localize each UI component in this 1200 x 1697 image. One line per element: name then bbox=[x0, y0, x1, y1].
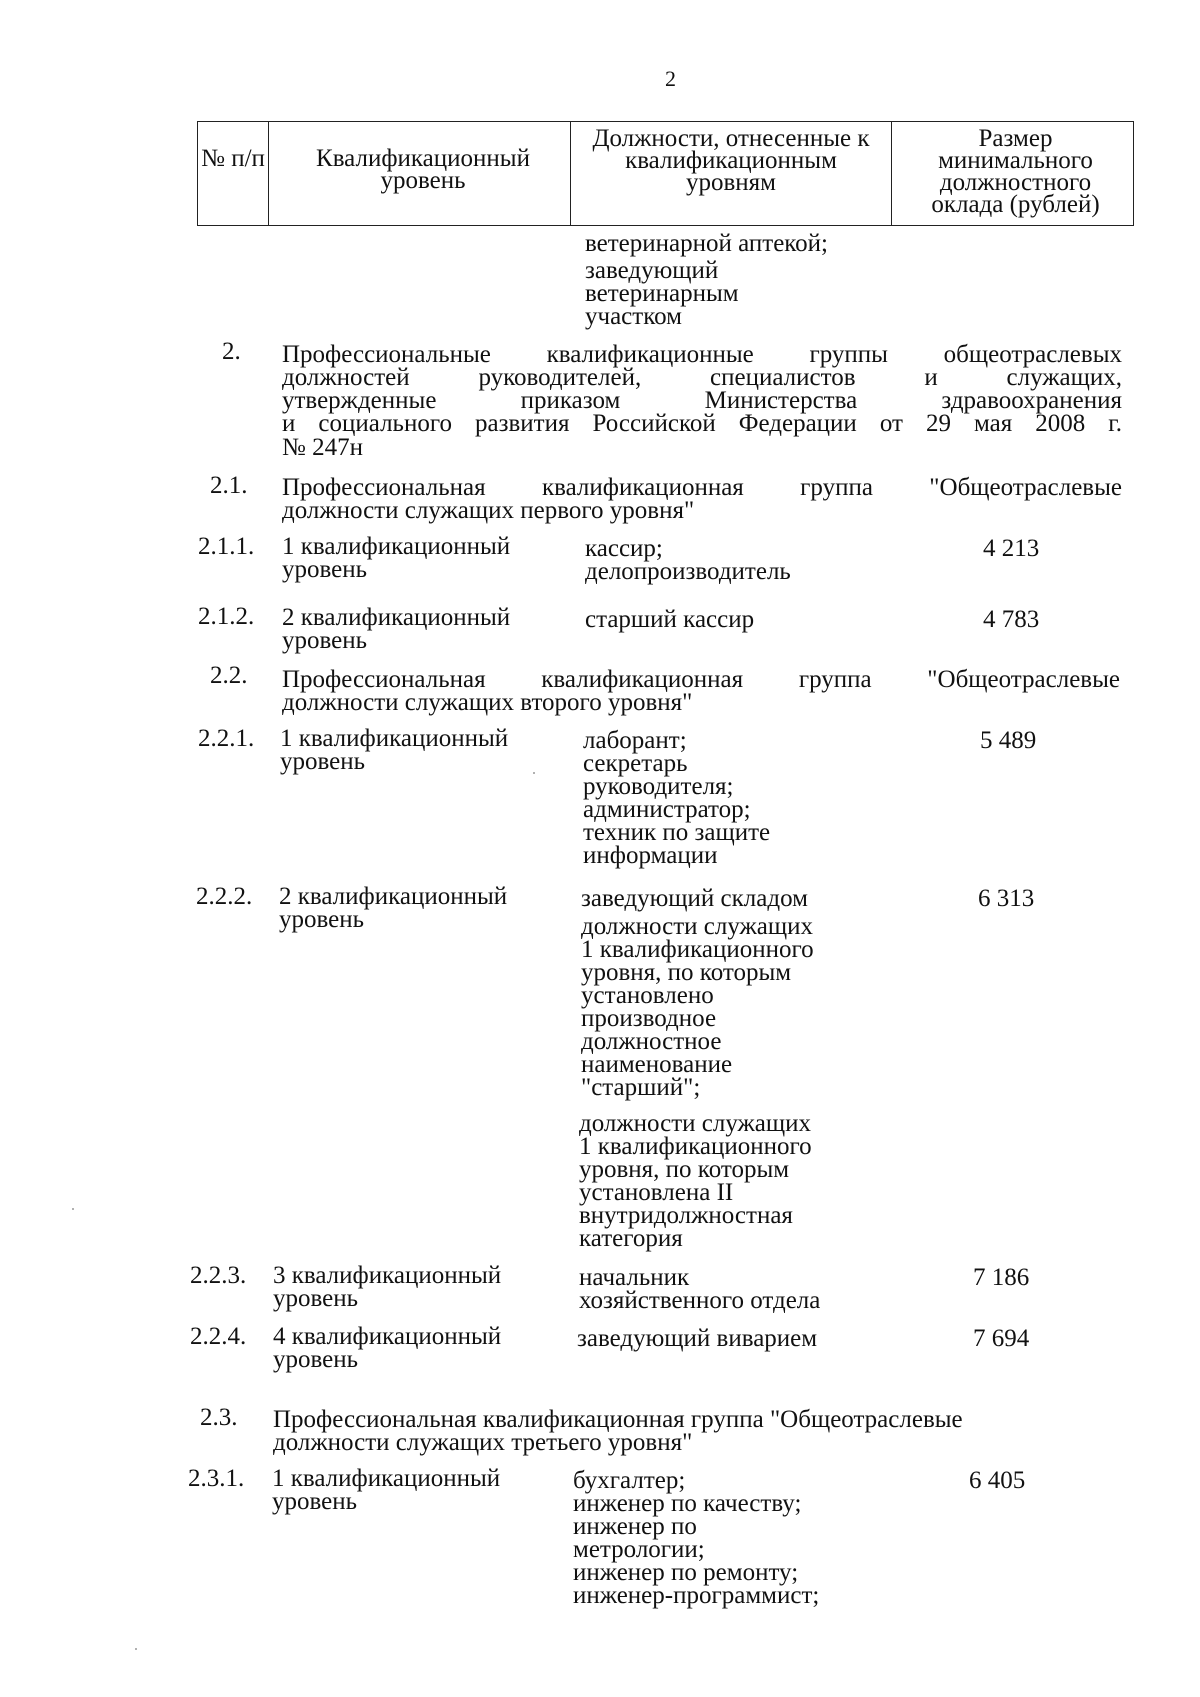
row-2-3-1-pos-3: инженер по bbox=[573, 1513, 697, 1540]
carryover-line-1: ветеринарной аптекой; bbox=[585, 230, 829, 257]
page-number: 2 bbox=[665, 66, 676, 91]
row-2-1-1-pos-1: кассир; bbox=[585, 535, 663, 562]
row-2-1-2-pos-1: старший кассир bbox=[585, 606, 755, 633]
row-2-3-1-num: 2.3.1. bbox=[188, 1465, 245, 1492]
row-2-2-1-salary: 5 489 bbox=[980, 727, 1037, 754]
row-2-1-2-level-1: 2 квалификационный bbox=[282, 604, 511, 631]
carryover-line-2: заведующий ветеринарным участком bbox=[585, 257, 739, 330]
header-num: № п/п bbox=[201, 145, 265, 172]
row-2-2-2-pos-b6: должностное bbox=[581, 1028, 722, 1055]
section-2-line-2: должностей руководителей, специалистов и служащих, bbox=[282, 364, 1122, 391]
row-2-1-1-level-1: 1 квалификационный bbox=[282, 533, 511, 560]
section-2-line-3: утвержденные приказом Министерства здравоохранения bbox=[282, 387, 1122, 414]
section-2-num: 2. bbox=[222, 338, 241, 365]
row-2-2-4-pos-1: заведующий виварием bbox=[577, 1325, 818, 1352]
row-2-3-1-level-2: уровень bbox=[272, 1488, 358, 1515]
row-2-2-1-num: 2.2.1. bbox=[198, 725, 255, 752]
scan-speck bbox=[135, 1648, 137, 1650]
row-2-3-1-pos-5: инженер по ремонту; bbox=[573, 1559, 799, 1586]
row-2-2-2-num: 2.2.2. bbox=[196, 883, 253, 910]
row-2-2-2-level-2: уровень bbox=[279, 906, 365, 933]
row-2-3-1-pos-4: метрологии; bbox=[573, 1536, 705, 1563]
row-2-2-2-pos-c2: 1 квалификационного bbox=[579, 1133, 812, 1160]
row-2-1-2-salary: 4 783 bbox=[983, 606, 1040, 633]
row-2-3-1-pos-1: бухгалтер; bbox=[573, 1467, 686, 1494]
group-2-2-num: 2.2. bbox=[210, 662, 248, 689]
scan-speck bbox=[72, 1208, 74, 1210]
scan-speck bbox=[533, 772, 535, 774]
row-2-2-4-salary: 7 694 bbox=[973, 1325, 1030, 1352]
row-2-2-1-level-2: уровень bbox=[280, 748, 366, 775]
group-2-3-num: 2.3. bbox=[200, 1404, 238, 1431]
group-2-1-line-2: должности служащих первого уровня" bbox=[282, 497, 695, 524]
section-2-line-5: № 247н bbox=[282, 434, 363, 461]
row-2-2-3-pos-2: хозяйственного отдела bbox=[579, 1287, 821, 1314]
group-2-1-line-1: Профессиональная квалификационная группа "Общеотраслевые bbox=[282, 474, 1122, 501]
row-2-2-2-pos-c1: должности служащих bbox=[579, 1110, 812, 1137]
table-header bbox=[197, 121, 1134, 226]
group-2-3-line-2: должности служащих третьего уровня" bbox=[273, 1429, 693, 1456]
row-2-2-3-salary: 7 186 bbox=[973, 1264, 1030, 1291]
row-2-2-2-pos-b5: производное bbox=[581, 1005, 717, 1032]
row-2-2-2-pos-b3: уровня, по которым bbox=[581, 959, 792, 986]
row-2-2-2-pos-b8: "старший"; bbox=[581, 1074, 701, 1101]
row-2-2-2-level-1: 2 квалификационный bbox=[279, 883, 508, 910]
row-2-2-2-pos-b4: установлено bbox=[581, 982, 714, 1009]
row-2-2-4-level-1: 4 квалификационный bbox=[273, 1323, 502, 1350]
row-2-2-3-pos-1: начальник bbox=[579, 1264, 690, 1291]
row-2-2-1-pos-5: техник по защите bbox=[583, 819, 771, 846]
section-2-line-1: Профессиональные квалификационные группы общеотраслевых bbox=[282, 341, 1122, 368]
row-2-2-2-pos-b2: 1 квалификационного bbox=[581, 936, 814, 963]
row-2-2-1-pos-2: секретарь bbox=[583, 750, 688, 777]
row-2-3-1-salary: 6 405 bbox=[969, 1467, 1026, 1494]
row-2-3-1-level-1: 1 квалификационный bbox=[272, 1465, 501, 1492]
row-2-1-1-salary: 4 213 bbox=[983, 535, 1040, 562]
section-2-line-4: и социального развития Российской Федерации от 29 мая 2008 г. bbox=[282, 410, 1122, 437]
group-2-2-line-2: должности служащих второго уровня" bbox=[282, 689, 693, 716]
header-salary: Размер минимального должностного оклада (рублей) bbox=[931, 125, 1100, 218]
row-2-2-3-level-1: 3 квалификационный bbox=[273, 1262, 502, 1289]
group-2-3-line-1: Профессиональная квалификационная группа "Общеотраслевые bbox=[273, 1406, 963, 1433]
row-2-2-4-num: 2.2.4. bbox=[190, 1323, 247, 1350]
row-2-1-2-level-2: уровень bbox=[282, 627, 368, 654]
row-2-2-2-pos-a: заведующий складом bbox=[581, 885, 808, 912]
row-2-2-1-pos-1: лаборант; bbox=[583, 727, 687, 754]
row-2-2-3-level-2: уровень bbox=[273, 1285, 359, 1312]
row-2-2-1-level-1: 1 квалификационный bbox=[280, 725, 509, 752]
row-2-1-2-num: 2.1.2. bbox=[198, 603, 255, 630]
row-2-3-1-pos-2: инженер по качеству; bbox=[573, 1490, 802, 1517]
row-2-2-2-pos-c3: уровня, по которым bbox=[579, 1156, 790, 1183]
row-2-1-1-num: 2.1.1. bbox=[198, 533, 255, 560]
row-2-2-4-level-2: уровень bbox=[273, 1346, 359, 1373]
row-2-1-1-pos-2: делопроизводитель bbox=[585, 558, 791, 585]
row-2-2-2-pos-b7: наименование bbox=[581, 1051, 733, 1078]
header-level: Квалификационный уровень bbox=[316, 145, 530, 194]
row-2-2-2-pos-c5: внутридолжностная bbox=[579, 1202, 793, 1229]
row-2-1-1-level-2: уровень bbox=[282, 556, 368, 583]
row-2-2-3-num: 2.2.3. bbox=[190, 1262, 247, 1289]
row-2-2-1-pos-3: руководителя; bbox=[583, 773, 734, 800]
row-2-2-2-pos-c4: установлена II bbox=[579, 1179, 734, 1206]
row-2-3-1-pos-6: инженер-программист; bbox=[573, 1582, 820, 1609]
row-2-2-1-pos-6: информации bbox=[583, 842, 718, 869]
group-2-1-num: 2.1. bbox=[210, 472, 248, 499]
row-2-2-2-pos-b1: должности служащих bbox=[581, 913, 814, 940]
row-2-2-1-pos-4: администратор; bbox=[583, 796, 751, 823]
header-positions: Должности, отнесенные к квалификационным уровням bbox=[592, 125, 870, 196]
row-2-2-2-salary: 6 313 bbox=[978, 885, 1035, 912]
group-2-2-line-1: Профессиональная квалификационная группа "Общеотраслевые bbox=[282, 666, 1120, 693]
row-2-2-2-pos-c6: категория bbox=[579, 1225, 683, 1252]
